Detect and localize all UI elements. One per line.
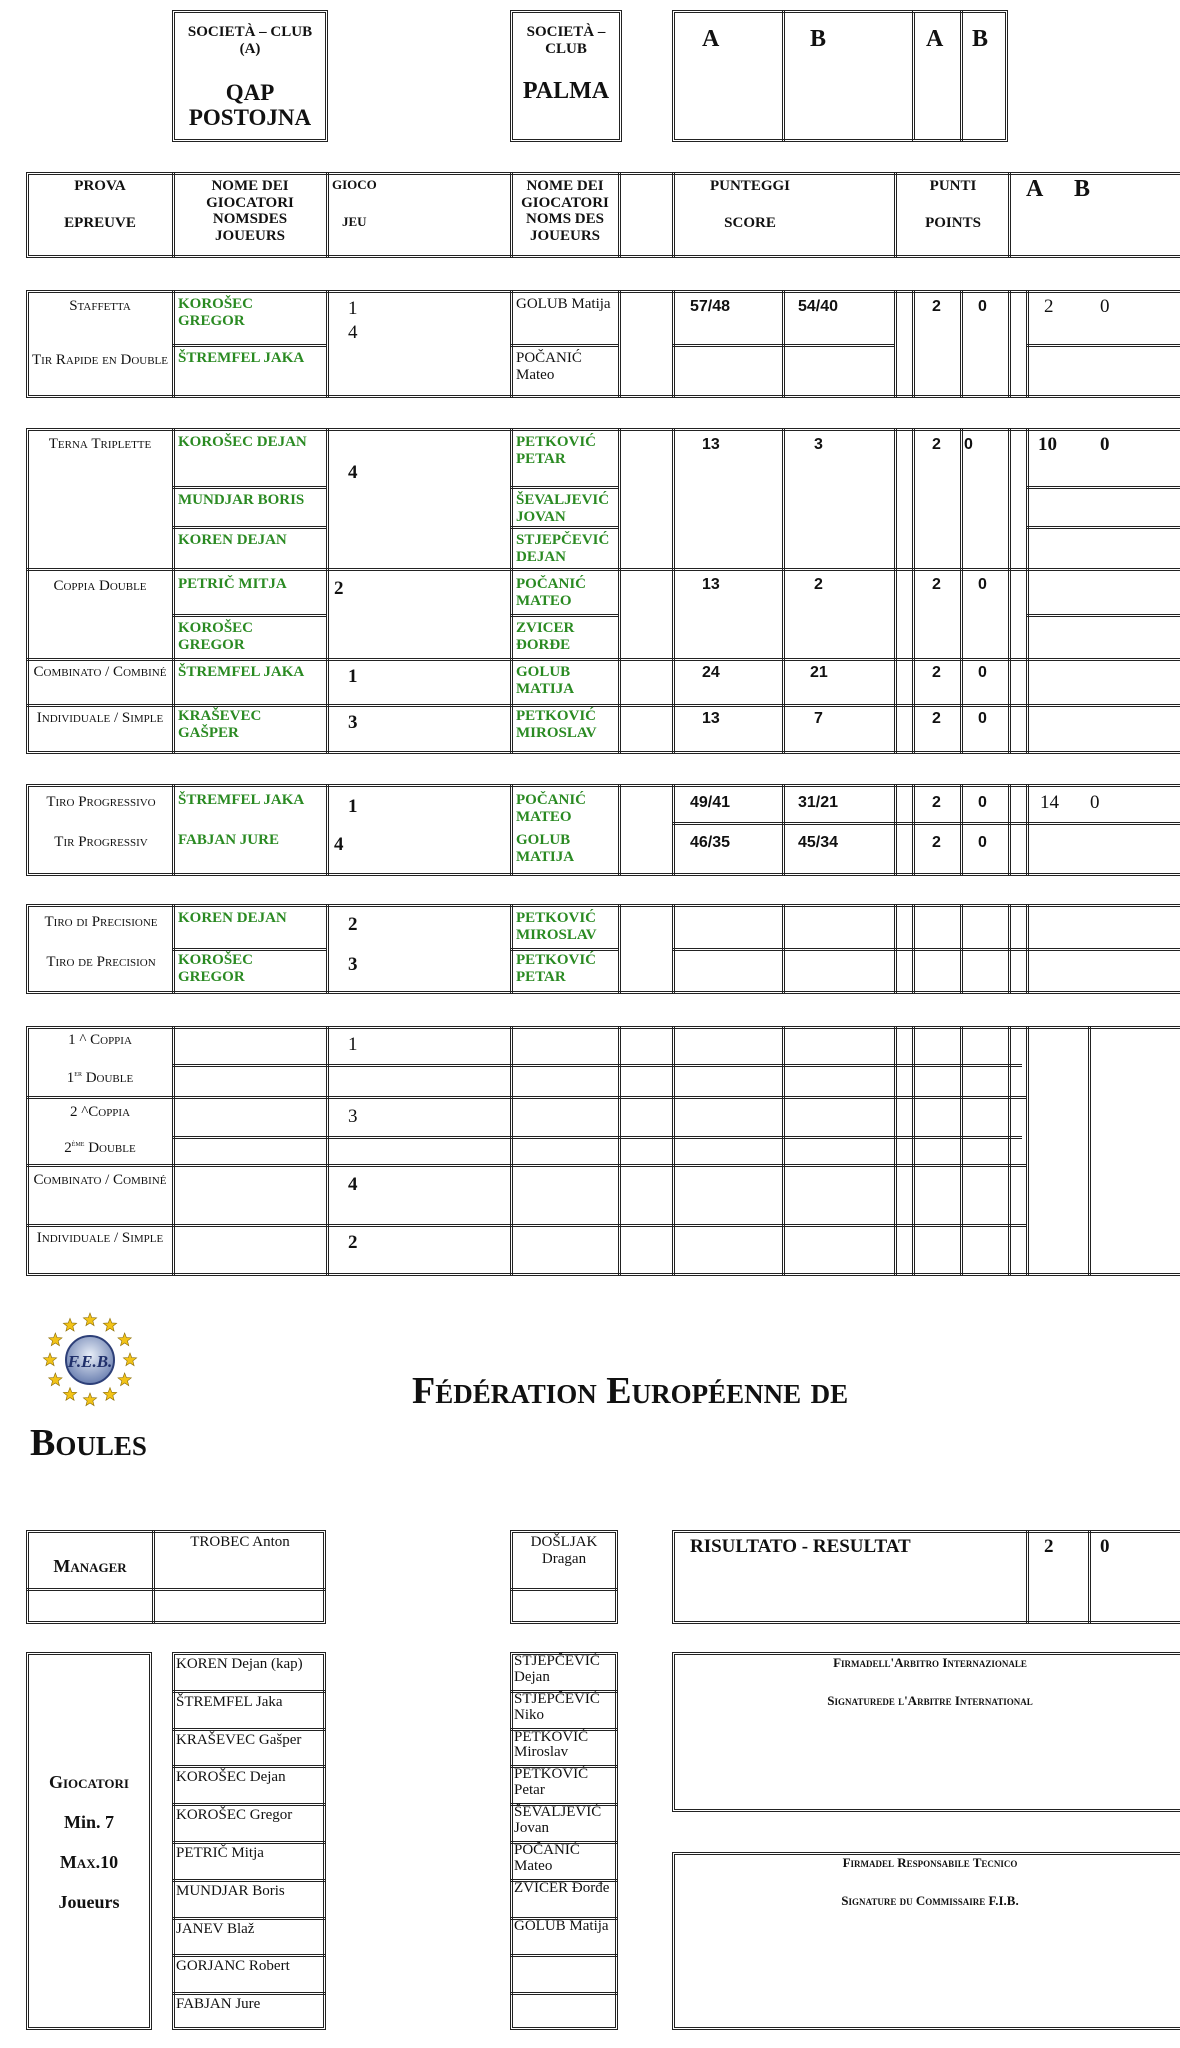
coppia-score-a: 13: [702, 576, 720, 593]
combinato-a1: ŠTREMFEL JAKA: [178, 664, 305, 680]
progressivo-points1-b: 0: [978, 794, 987, 811]
progressivo-score1-b: 31/21: [798, 794, 839, 811]
staffetta-b1: GOLUB Matija: [516, 296, 611, 312]
player-b-name: POČANIĆ Mateo: [514, 1842, 580, 1874]
player-a-name: FABJAN Jure: [176, 1996, 261, 2013]
tecnico-label-fr: Signature du Commissaire F.I.B.: [841, 1893, 1019, 1908]
players-a-divider: [172, 1954, 326, 1957]
lower-individuale-label: Individuale / Simple: [36, 1230, 164, 1246]
terna-label: Terna Triplette: [48, 436, 152, 452]
coppia2-label-fr: 2ème Double: [64, 1138, 136, 1156]
players-min: Min. 7: [63, 1812, 114, 1832]
col-score: SCORE: [724, 215, 776, 231]
precisione-label: Tiro di Precisione: [44, 914, 158, 930]
progressivo-b2: GOLUB MATIJA: [516, 832, 575, 866]
star-icon: [63, 1318, 76, 1331]
col-nome-a: NOME DEI GIOCATORI NOMSDES JOUEURS: [206, 178, 294, 244]
coppia-label: Coppia Double: [53, 578, 147, 594]
svg-text:F.E.B.: F.E.B.: [67, 1352, 113, 1371]
players-label: Giocatori: [49, 1772, 129, 1792]
players-b-divider: [510, 1992, 618, 1995]
terna-score-a: 13: [702, 436, 720, 453]
coppia-b1: POČANIĆ MATEO: [516, 576, 586, 610]
terna-score-b: 3: [814, 436, 823, 453]
coppia-b2: ZVICER ĐORĐE: [516, 620, 575, 654]
progressivo-label: Tiro Progressivo: [46, 794, 156, 810]
players-a-divider: [172, 1690, 326, 1693]
progressivo-score2-b: 45/34: [798, 834, 839, 851]
club-a-label: SOCIETÀ – CLUB (A): [187, 24, 313, 58]
staffetta-points-a: 2: [932, 298, 941, 315]
players-a-divider: [172, 1728, 326, 1731]
player-a-name: GORJANC Robert: [176, 1958, 290, 1975]
star-icon: [83, 1313, 96, 1326]
progressivo-total-b: 0: [1090, 792, 1100, 813]
individuale-points-a: 2: [932, 710, 941, 727]
col-epreuve: EPREUVE: [64, 215, 136, 231]
staffetta-b2: POČANIĆ Mateo: [516, 350, 582, 384]
precisione-a2: KOROŠEC GREGOR: [178, 952, 254, 986]
terna-b1: PETKOVIĆ PETAR: [516, 434, 597, 468]
combinato-points-a: 2: [932, 664, 941, 681]
star-icon: [49, 1373, 62, 1386]
individuale-points-b: 0: [978, 710, 987, 727]
player-a-name: PETRIČ Mitja: [176, 1845, 264, 1861]
player-b-name: ZVICER Đorđe: [514, 1879, 610, 1896]
precisione-jeu2: 3: [348, 954, 358, 975]
coppia-a1: PETRIČ MITJA: [178, 576, 287, 592]
progressivo-a1: ŠTREMFEL JAKA: [178, 792, 305, 808]
col-punti: PUNTI: [929, 178, 977, 194]
col-prova: PROVA: [74, 178, 126, 194]
individuale-a1: KRAŠEVEC GAŠPER: [178, 708, 262, 742]
player-a-name: KOROŠEC Dejan: [176, 1769, 286, 1786]
player-a-name: MUNDJAR Boris: [176, 1882, 285, 1899]
coppia-jeu: 2: [334, 578, 344, 599]
progressivo-total-a: 14: [1040, 792, 1059, 813]
progressivo-jeu2: 4: [334, 834, 344, 855]
precisione-a1: KOREN DEJAN: [178, 910, 287, 926]
players-max: Max.10: [59, 1852, 119, 1872]
terna-jeu: 4: [348, 462, 358, 483]
result-label: RISULTATO - RESULTAT: [690, 1536, 911, 1557]
terna-b2: ŠEVALJEVIĆ JOVAN: [516, 492, 610, 526]
precisione-label-fr: Tiro de Precision: [46, 954, 156, 970]
col-a: A: [1026, 176, 1044, 202]
coppia-points-b: 0: [978, 576, 987, 593]
points-header-a: A: [926, 26, 944, 52]
progressivo-points2-b: 0: [978, 834, 987, 851]
players-b-divider: [510, 1954, 618, 1957]
coppia1-label: 1 ^ Coppia: [68, 1032, 132, 1048]
header-b: B: [810, 26, 827, 52]
result-a: 2: [1044, 1536, 1054, 1557]
star-icon: [118, 1333, 131, 1346]
progressivo-score2-a: 46/35: [690, 834, 731, 851]
lower-combinato-label: Combinato / Combiné: [33, 1172, 167, 1188]
tecnico-signature-box[interactable]: [672, 1852, 1180, 2030]
precisione-jeu1: 2: [348, 914, 358, 935]
coppia2-label: 2 ^Coppia: [69, 1104, 131, 1120]
points-header-b: B: [972, 26, 989, 52]
player-b-name: STJEPČEVIĆ Dejan: [514, 1653, 600, 1685]
combinato-b1: GOLUB MATIJA: [516, 664, 575, 698]
progressivo-score1-a: 49/41: [690, 794, 731, 811]
terna-a2: MUNDJAR BORIS: [178, 492, 305, 508]
feb-title-line2: Boules: [30, 1422, 147, 1464]
staffetta-a1: KOROŠEC GREGOR: [178, 296, 254, 330]
coppia1-label-fr: 1er Double: [66, 1068, 134, 1086]
star-icon: [118, 1373, 131, 1386]
players-a-divider: [172, 1992, 326, 1995]
progressivo-b1: POČANIĆ MATEO: [516, 792, 586, 826]
result-b: 0: [1100, 1536, 1110, 1557]
precisione-b2: PETKOVIĆ PETAR: [516, 952, 597, 986]
staffetta-a2: ŠTREMFEL JAKA: [178, 350, 305, 366]
progressivo-label-fr: Tir Progressiv: [54, 834, 148, 850]
player-b-name: GOLUB Matija: [514, 1917, 609, 1934]
player-a-name: JANEV Blaž: [176, 1920, 255, 1937]
terna-points-b: 0: [964, 436, 973, 453]
staffetta-label-fr: Tir Rapide en Double: [32, 352, 168, 368]
col-points: POINTS: [925, 215, 981, 231]
arbitro-signature-box[interactable]: [672, 1652, 1180, 1812]
arbitro-label: Firmadell'Arbitro Internazionale: [833, 1655, 1027, 1670]
combinato-jeu: 1: [348, 666, 358, 687]
terna-b3: STJEPČEVIĆ DEJAN: [516, 532, 610, 566]
staffetta-label: Staffetta: [69, 298, 131, 314]
staffetta-score-b: 54/40: [798, 298, 839, 315]
player-b-name: STJEPČEVIĆ Niko: [514, 1690, 600, 1723]
progressivo-a2: FABJAN JURE: [178, 832, 279, 848]
players-a-divider: [172, 1765, 326, 1768]
star-icon: [63, 1388, 76, 1401]
star-icon: [83, 1393, 96, 1406]
terna-total-b: 0: [1100, 434, 1110, 455]
terna-a3: KOREN DEJAN: [178, 532, 287, 548]
players-joueurs: Joueurs: [58, 1892, 120, 1912]
coppia-score-b: 2: [814, 576, 823, 593]
player-b-name: PETKOVIĆ Miroslav: [514, 1728, 589, 1761]
star-icon: [49, 1333, 62, 1346]
star-icon: [43, 1353, 56, 1366]
star-icon: [103, 1318, 116, 1331]
staffetta-jeu1: 1: [348, 298, 358, 319]
player-a-name: KOROŠEC Gregor: [176, 1807, 293, 1824]
players-a-divider: [172, 1803, 326, 1806]
col-punteggi: PUNTEGGI: [709, 178, 790, 194]
manager-a: TROBEC Anton: [190, 1534, 290, 1550]
tecnico-label: Firmadel Responsabile Tecnico: [842, 1855, 1018, 1870]
col-b: B: [1074, 176, 1091, 202]
players-a-divider: [172, 1841, 326, 1844]
player-a-name: KOREN Dejan (kap): [176, 1656, 303, 1672]
club-b-label: SOCIETÀ – CLUB: [526, 24, 606, 58]
individuale-label: Individuale / Simple: [36, 710, 164, 726]
individuale-score-a: 13: [702, 710, 720, 727]
combinato-score-b: 21: [810, 664, 828, 681]
lower-jeu4: 2: [348, 1232, 358, 1253]
lower-jeu2: 3: [348, 1106, 358, 1127]
progressivo-jeu1: 1: [348, 796, 358, 817]
col-jeu: JEU: [342, 214, 367, 229]
lower-jeu3: 4: [348, 1174, 358, 1195]
feb-title-line1: Fédération Européenne de: [412, 1370, 849, 1412]
terna-points-a: 2: [932, 436, 941, 453]
lower-jeu1: 1: [348, 1034, 358, 1055]
staffetta-points-b: 0: [978, 298, 987, 315]
player-b-name: ŠEVALJEVIĆ Jovan: [514, 1804, 602, 1836]
staffetta-jeu2: 4: [348, 322, 358, 343]
club-a-name: QAP POSTOJNA: [188, 80, 312, 131]
coppia-points-a: 2: [932, 576, 941, 593]
players-a-divider: [172, 1879, 326, 1882]
combinato-score-a: 24: [702, 664, 720, 681]
col-gioco: GIOCO: [332, 177, 377, 192]
individuale-score-b: 7: [814, 710, 823, 727]
combinato-label: Combinato / Combiné: [33, 664, 167, 680]
individuale-jeu: 3: [348, 712, 358, 733]
staffetta-score-a: 57/48: [690, 298, 731, 315]
club-b-name: PALMA: [522, 78, 610, 104]
arbitro-label-fr: Signaturede l'Arbitre International: [827, 1693, 1033, 1708]
manager-label: Manager: [53, 1556, 127, 1576]
coppia-a2: KOROŠEC GREGOR: [178, 620, 254, 654]
players-a-divider: [172, 1917, 326, 1920]
players-label-box: [26, 1652, 152, 2030]
staffetta-total-b: 0: [1100, 296, 1110, 317]
terna-a1: KOROŠEC DEJAN: [178, 434, 307, 450]
player-a-name: KRAŠEVEC Gašper: [176, 1731, 302, 1748]
feb-logo: [40, 1310, 140, 1410]
player-b-name: PETKOVIĆ Petar: [514, 1766, 589, 1799]
player-a-name: ŠTREMFEL Jaka: [176, 1693, 283, 1710]
star-icon: [123, 1353, 136, 1366]
terna-total-a: 10: [1038, 434, 1057, 455]
precisione-b1: PETKOVIĆ MIROSLAV: [516, 910, 597, 944]
combinato-points-b: 0: [978, 664, 987, 681]
progressivo-points1-a: 2: [932, 794, 941, 811]
progressivo-points2-a: 2: [932, 834, 941, 851]
col-nome-b: NOME DEI GIOCATORI NOMS DES JOUEURS: [521, 178, 609, 244]
individuale-b1: PETKOVIĆ MIROSLAV: [516, 708, 597, 742]
manager-b: DOŠLJAK Dragan: [530, 1534, 598, 1568]
star-icon: [103, 1388, 116, 1401]
header-a: A: [702, 26, 720, 52]
staffetta-total-a: 2: [1044, 296, 1054, 317]
